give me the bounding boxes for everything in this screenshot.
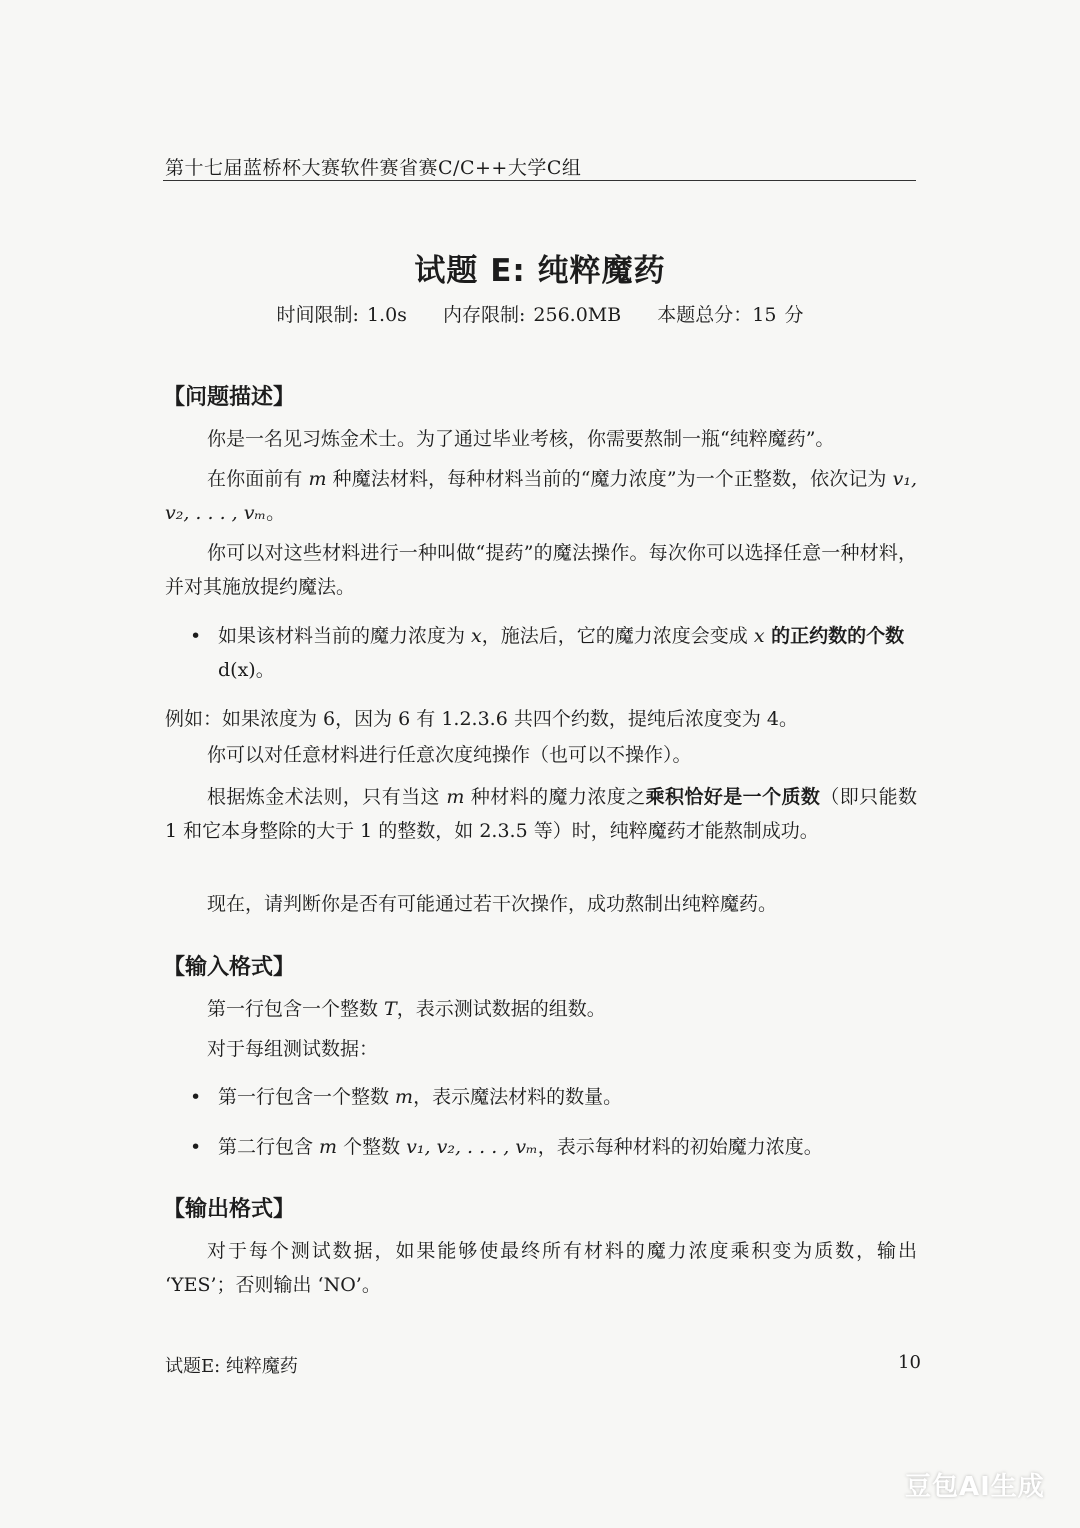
running-header: 第十七届蓝桥杯大赛软件赛省赛C/C++大学C组 bbox=[165, 157, 582, 179]
footer-title: 试题E: 纯粹魔药 bbox=[165, 1356, 298, 1377]
problem-paragraph-5: 根据炼金术法则，只有当这 m 种材料的魔力浓度之乘积恰好是一个质数（即只能数 1 和它本身整除的大于 1 的整数，如 2.3.5 等）时，纯粹魔药才能熬制成功。 bbox=[165, 786, 917, 842]
problem-paragraph-1: 你是一名见习炼金术士。为了通过毕业考核，你需要熬制一瓶“纯粹魔药”。 bbox=[207, 428, 835, 450]
var-m: m bbox=[308, 468, 327, 490]
output-format-heading: 【输出格式】 bbox=[163, 1197, 296, 1222]
prime-product-emphasis: 乘积恰好是一个质数 bbox=[645, 786, 821, 808]
problem-bullet-1: • 如果该材料当前的魔力浓度为 x，施法后，它的魔力浓度会变成 x 的正约数的个数 d(x)。 bbox=[190, 619, 917, 687]
header-rule bbox=[163, 180, 916, 181]
bullet-dot: • bbox=[190, 1136, 202, 1158]
watermark: 豆包AI生成 bbox=[905, 1472, 1045, 1502]
input-format-heading: 【输入格式】 bbox=[163, 955, 296, 980]
memory-limit: 内存限制: 256.0MB bbox=[442, 304, 622, 326]
time-limit: 时间限制: 1.0s bbox=[276, 304, 407, 326]
input-bullet-1: • 第一行包含一个整数 m，表示魔法材料的数量。 bbox=[190, 1080, 917, 1114]
problem-paragraph-4: 你可以对任意材料进行任意次度纯操作（也可以不操作）。 bbox=[207, 744, 692, 766]
input-paragraph-2: 对于每组测试数据： bbox=[207, 1038, 379, 1060]
problem-paragraph-2: 在你面前有 m 种魔法材料，每种材料当前的“魔力浓度”为一个正整数，依次记为 v₁, v₂, . . . , vₘ。 bbox=[165, 468, 918, 524]
page-number: 10 bbox=[898, 1352, 921, 1373]
bullet-dot: • bbox=[190, 625, 202, 647]
total-score: 本题总分：15 分 bbox=[657, 304, 804, 326]
var-v-list: v₁, v₂, . . . , vₘ bbox=[165, 468, 918, 524]
example-line: 例如：如果浓度为 6，因为 6 有 1.2.3.6 共四个约数，提纯后浓度变为 4。 bbox=[165, 708, 798, 730]
problem-paragraph-3: 你可以对这些材料进行一种叫做“提药”的魔法操作。每次你可以选择任意一种材料，并对其施放提约魔法。 bbox=[165, 542, 917, 598]
limits-line bbox=[0, 300, 1080, 327]
problem-title: 试题 E: 纯粹魔药 bbox=[414, 253, 666, 289]
problem-description-heading: 【问题描述】 bbox=[163, 385, 296, 410]
input-bullet-2: • 第二行包含 m 个整数 v₁, v₂, . . . , vₘ，表示每种材料的初始魔力浓度。 bbox=[190, 1130, 917, 1164]
problem-paragraph-6: 现在，请判断你是否有可能通过若干次操作，成功熬制出纯粹魔药。 bbox=[207, 893, 778, 915]
input-paragraph-1: 第一行包含一个整数 T，表示测试数据的组数。 bbox=[207, 998, 606, 1020]
bullet-dot: • bbox=[190, 1086, 202, 1108]
output-paragraph-1: 对于每个测试数据，如果能够使最终所有材料的魔力浓度乘积变为质数，输出 ‘YES’；否则输出 ‘NO’。 bbox=[165, 1240, 917, 1296]
